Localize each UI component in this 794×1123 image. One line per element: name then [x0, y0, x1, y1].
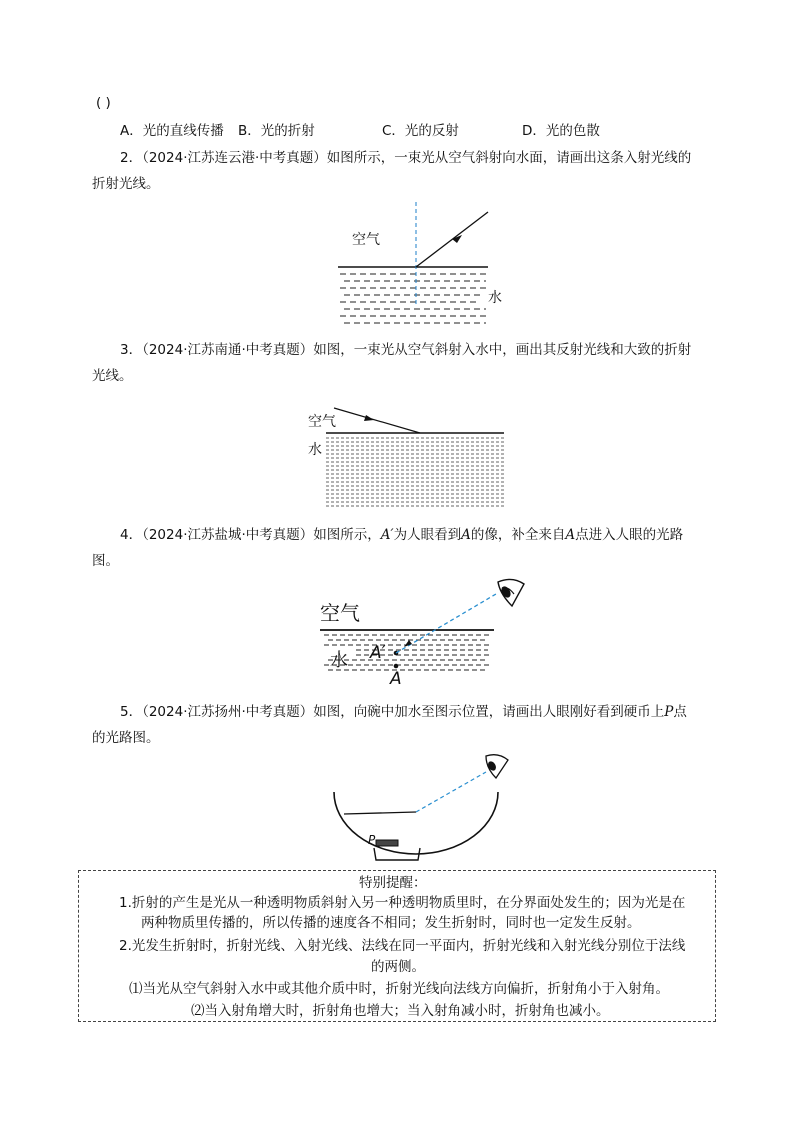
q5-figure — [330, 748, 520, 866]
q4-text-line1 — [120, 525, 683, 545]
q4-text-aprime: A′ — [380, 527, 394, 543]
q5-text-line1 — [120, 702, 687, 722]
q5-text-b: 点 — [673, 704, 687, 720]
q4-text-a: 4．（2024·江苏盐城·中考真题）如图所示， — [120, 527, 381, 543]
q2-water-hatching — [340, 274, 486, 323]
q2-air-label: 空气 — [352, 232, 380, 248]
q4-eye-icon — [498, 579, 524, 606]
q2-text-line2: 折射光线。 — [92, 176, 160, 192]
q4-text-A2: A — [565, 527, 576, 543]
tips-item-1a: 1.折射的产生是光从一种透明物质斜射入另一种透明物质里时，在分界面处发生的；因为光是在 — [119, 895, 686, 911]
q4-air-label: 空气 — [320, 601, 360, 625]
q1-option-a: A．光的直线传播 — [120, 123, 224, 139]
q3-air-label: 空气 — [308, 414, 336, 430]
q3-ray-arrow — [364, 415, 374, 421]
tips-item-1b: 两种物质里传播的，所以传播的速度各不相同；发生折射时，同时也一定发生反射。 — [141, 915, 641, 931]
q2-incident-ray — [416, 212, 488, 267]
tips-title: 特别提醒： — [359, 875, 427, 891]
q5-text-a: 5．（2024·江苏扬州·中考真题）如图，向碗中加水至图示位置，请画出人眼刚好看到硬币上 — [120, 704, 665, 720]
q5-bowl — [334, 792, 498, 854]
q4-figure — [316, 572, 536, 692]
q1-answer-paren: ( ) — [96, 95, 111, 111]
tips-item-2b: 的两侧。 — [371, 959, 425, 975]
q1-option-d: D．光的色散 — [522, 123, 600, 139]
q5-text-P: P — [664, 704, 674, 720]
q4-a-label: A — [390, 669, 402, 689]
tips-item-3: ⑴当光从空气斜射入水中或其他介质中时，折射光线向法线方向偏折，折射角小于入射角。 — [129, 981, 669, 997]
q4-point-a — [394, 664, 399, 669]
q5-dashed-sight-line — [416, 772, 486, 812]
q4-water-label: 水 — [330, 650, 348, 671]
q4-aprime-label: A′ — [370, 643, 386, 663]
q4-text-c: 的像，补全来自 — [470, 527, 566, 543]
q2-water-label: 水 — [488, 290, 502, 306]
q2-text-line1: 2．（2024·江苏连云港·中考真题）如图所示，一束光从空气斜射向水面，请画出这条入射光线的 — [120, 150, 692, 166]
q5-text-line2: 的光路图。 — [92, 730, 160, 746]
q5-coin — [376, 840, 398, 846]
q3-figure — [304, 404, 508, 516]
q3-water-hatching — [326, 438, 504, 506]
tips-item-2a: 2.光发生折射时，折射光线、入射光线、法线在同一平面内，折射光线和入射光线分别位于法线 — [119, 938, 686, 954]
q4-text-A: A — [461, 527, 471, 543]
q3-incident-ray — [334, 408, 420, 433]
q4-text-b: 为人眼看到 — [393, 527, 462, 543]
q1-option-b: B．光的折射 — [238, 123, 315, 139]
q3-text-line1: 3．（2024·江苏南通·中考真题）如图，一束光从空气斜射入水中，画出其反射光线和大致的折射 — [120, 342, 692, 358]
q3-text-line2: 光线。 — [92, 368, 133, 384]
q3-water-label: 水 — [308, 442, 322, 458]
q4-water-hatching — [324, 635, 492, 670]
q5-eye-icon — [486, 755, 508, 778]
q1-option-c: C．光的反射 — [382, 123, 459, 139]
q5-p-label: P — [368, 833, 376, 847]
tips-box — [78, 870, 716, 1022]
q5-water-line — [344, 812, 416, 814]
tips-item-4: ⑵当入射角增大时，折射角也增大；当入射角减小时，折射角也减小。 — [191, 1003, 610, 1019]
q4-text-line2: 图。 — [92, 553, 119, 569]
q2-figure — [330, 198, 500, 330]
q4-ray-arrow — [404, 640, 412, 647]
q4-text-d: 点进入人眼的光路 — [575, 527, 684, 543]
